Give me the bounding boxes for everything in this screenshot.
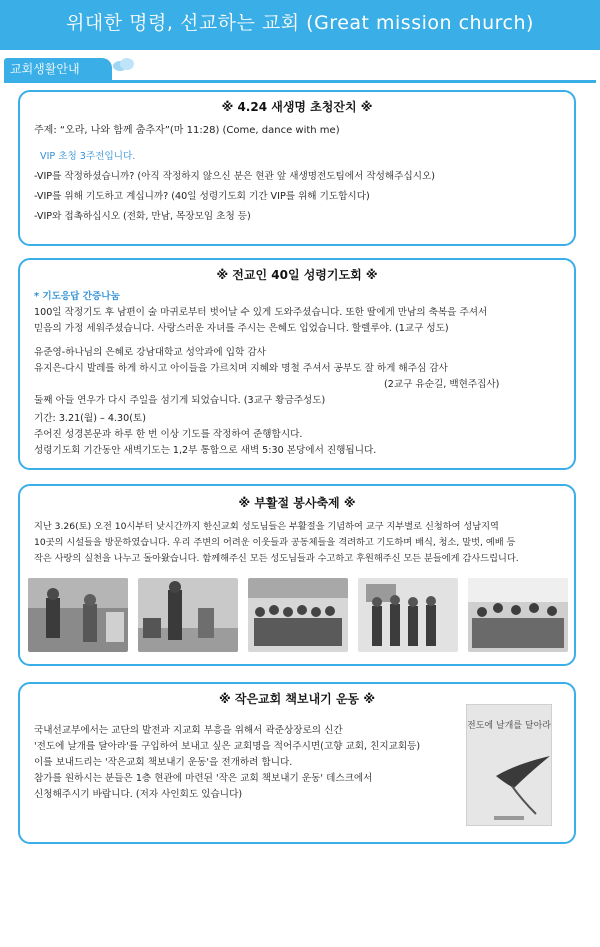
text-line: 기간: 3.21(월) – 4.30(토) (34, 413, 146, 424)
section-easter-service (18, 484, 576, 666)
photo-4 (358, 578, 458, 652)
text-line: -VIP와 접촉하십시오 (전화, 만남, 목장모임 초청 등) (34, 211, 251, 222)
section-title: ※ 부활절 봉사축제 ※ (238, 496, 356, 510)
text-line: 유준영-하나님의 은혜로 강남대학교 성악과에 입학 감사 (34, 347, 266, 358)
photo-1 (28, 578, 128, 652)
text-line: 이를 보내드리는 '작은교회 책보내기 운동'을 전개하려 합니다. (34, 757, 293, 768)
text-line: 10곳의 시설들을 방문하였습니다. 우리 주변의 어려운 이웃들과 공동체들을 격려하고 기도하며 배식, 청소, 말벗, 예배 등 (34, 537, 516, 548)
text-line: -VIP를 작정하셨습니까? (아직 작정하지 않으신 분은 현관 앞 새생명전도팀에서 작성해주십시오) (34, 171, 435, 182)
text-line: 국내선교부에서는 교단의 발전과 지교회 부흥을 위해서 곽준상장로의 신간 (34, 725, 343, 736)
text-line: 참가를 원하시는 분들은 1층 현관에 마련된 '작은 교회 책보내기 운동' 데스크에서 (34, 773, 373, 784)
text-line: 성령기도회 기간동안 새벽기도는 1,2부 통합으로 새벽 5:30 본당에서 진행됩니다. (34, 445, 377, 456)
section-title: ※ 작은교회 책보내기 운동 ※ (219, 692, 375, 706)
text-line: 주어진 성경본문과 하루 한 번 이상 기도를 작정하여 준행합시다. (34, 429, 303, 440)
text-line: 유지은-다시 발레를 하게 하시고 아이들을 가르치며 지혜와 명철 주셔서 공부도 잘 하게 해주심 감사 (34, 363, 448, 374)
text-line: 100일 작정기도 후 남편이 술 마귀로부터 벗어날 수 있게 도와주셨습니다. 또한 딸에게 만남의 축복을 주셔서 (34, 307, 488, 318)
book-title: 전도에 날개를 달아라 (467, 721, 551, 731)
testimony-heading: * 기도응답 간증나눔 (34, 291, 120, 302)
section-title: ※ 4.24 새생명 초청잔치 ※ (221, 100, 373, 114)
photo-gallery (28, 578, 568, 652)
page-title: 위대한 명령, 선교하는 교회 (Great mission church) (66, 12, 534, 34)
text-line: (2교구 유순길, 백현주집사) (384, 379, 500, 390)
text-line: 신청해주시기 바랍니다. (저자 사인회도 있습니다) (34, 789, 243, 800)
text-line: 작은 사랑의 실천을 나누고 돌아왔습니다. 함께해주신 모든 성도님들과 수고하고 후원해주신 모든 분들에게 감사드립니다. (34, 553, 519, 564)
event-subject: 주제: “오라, 나와 함께 춤추자”(마 11:28) (Come, dance with me) (34, 125, 340, 136)
book-cover-image (466, 704, 552, 826)
section-title: ※ 전교인 40일 성령기도회 ※ (216, 268, 378, 282)
section-book-sending (18, 682, 576, 844)
vip-notice: VIP 초청 3주전입니다. (40, 151, 136, 162)
photo-2 (138, 578, 238, 652)
text-line: 지난 3.26(토) 오전 10시부터 낮시간까지 한신교회 성도님들은 부활절을 기념하여 교구 지부별로 신청하여 성남지역 (34, 521, 499, 532)
section-prayer-meeting (18, 258, 576, 470)
section-tab-label: 교회생활안내 (10, 62, 80, 76)
section-tab (4, 58, 112, 80)
text-line: 믿음의 가정 세워주셨습니다. 사랑스러운 자녀를 주시는 은혜도 입었습니다. 할렐루야. (1교구 성도) (34, 323, 449, 334)
header-banner (0, 0, 600, 50)
section-divider (4, 80, 596, 83)
cloud-icon (112, 56, 136, 72)
text-line: 둘째 아들 연우가 다시 주일을 섬기게 되었습니다. (3교구 황금주성도) (34, 395, 326, 406)
photo-5 (468, 578, 568, 652)
text-line: '전도에 날개를 달아라'를 구입하여 보내고 싶은 교회명을 적어주시면(고향 교회, 친지교회등) (34, 741, 421, 752)
photo-3 (248, 578, 348, 652)
section-new-life-event (18, 90, 576, 246)
text-line: -VIP를 위해 기도하고 계십니까? (40일 성령기도회 기간 VIP를 위해 기도합시다) (34, 191, 370, 202)
